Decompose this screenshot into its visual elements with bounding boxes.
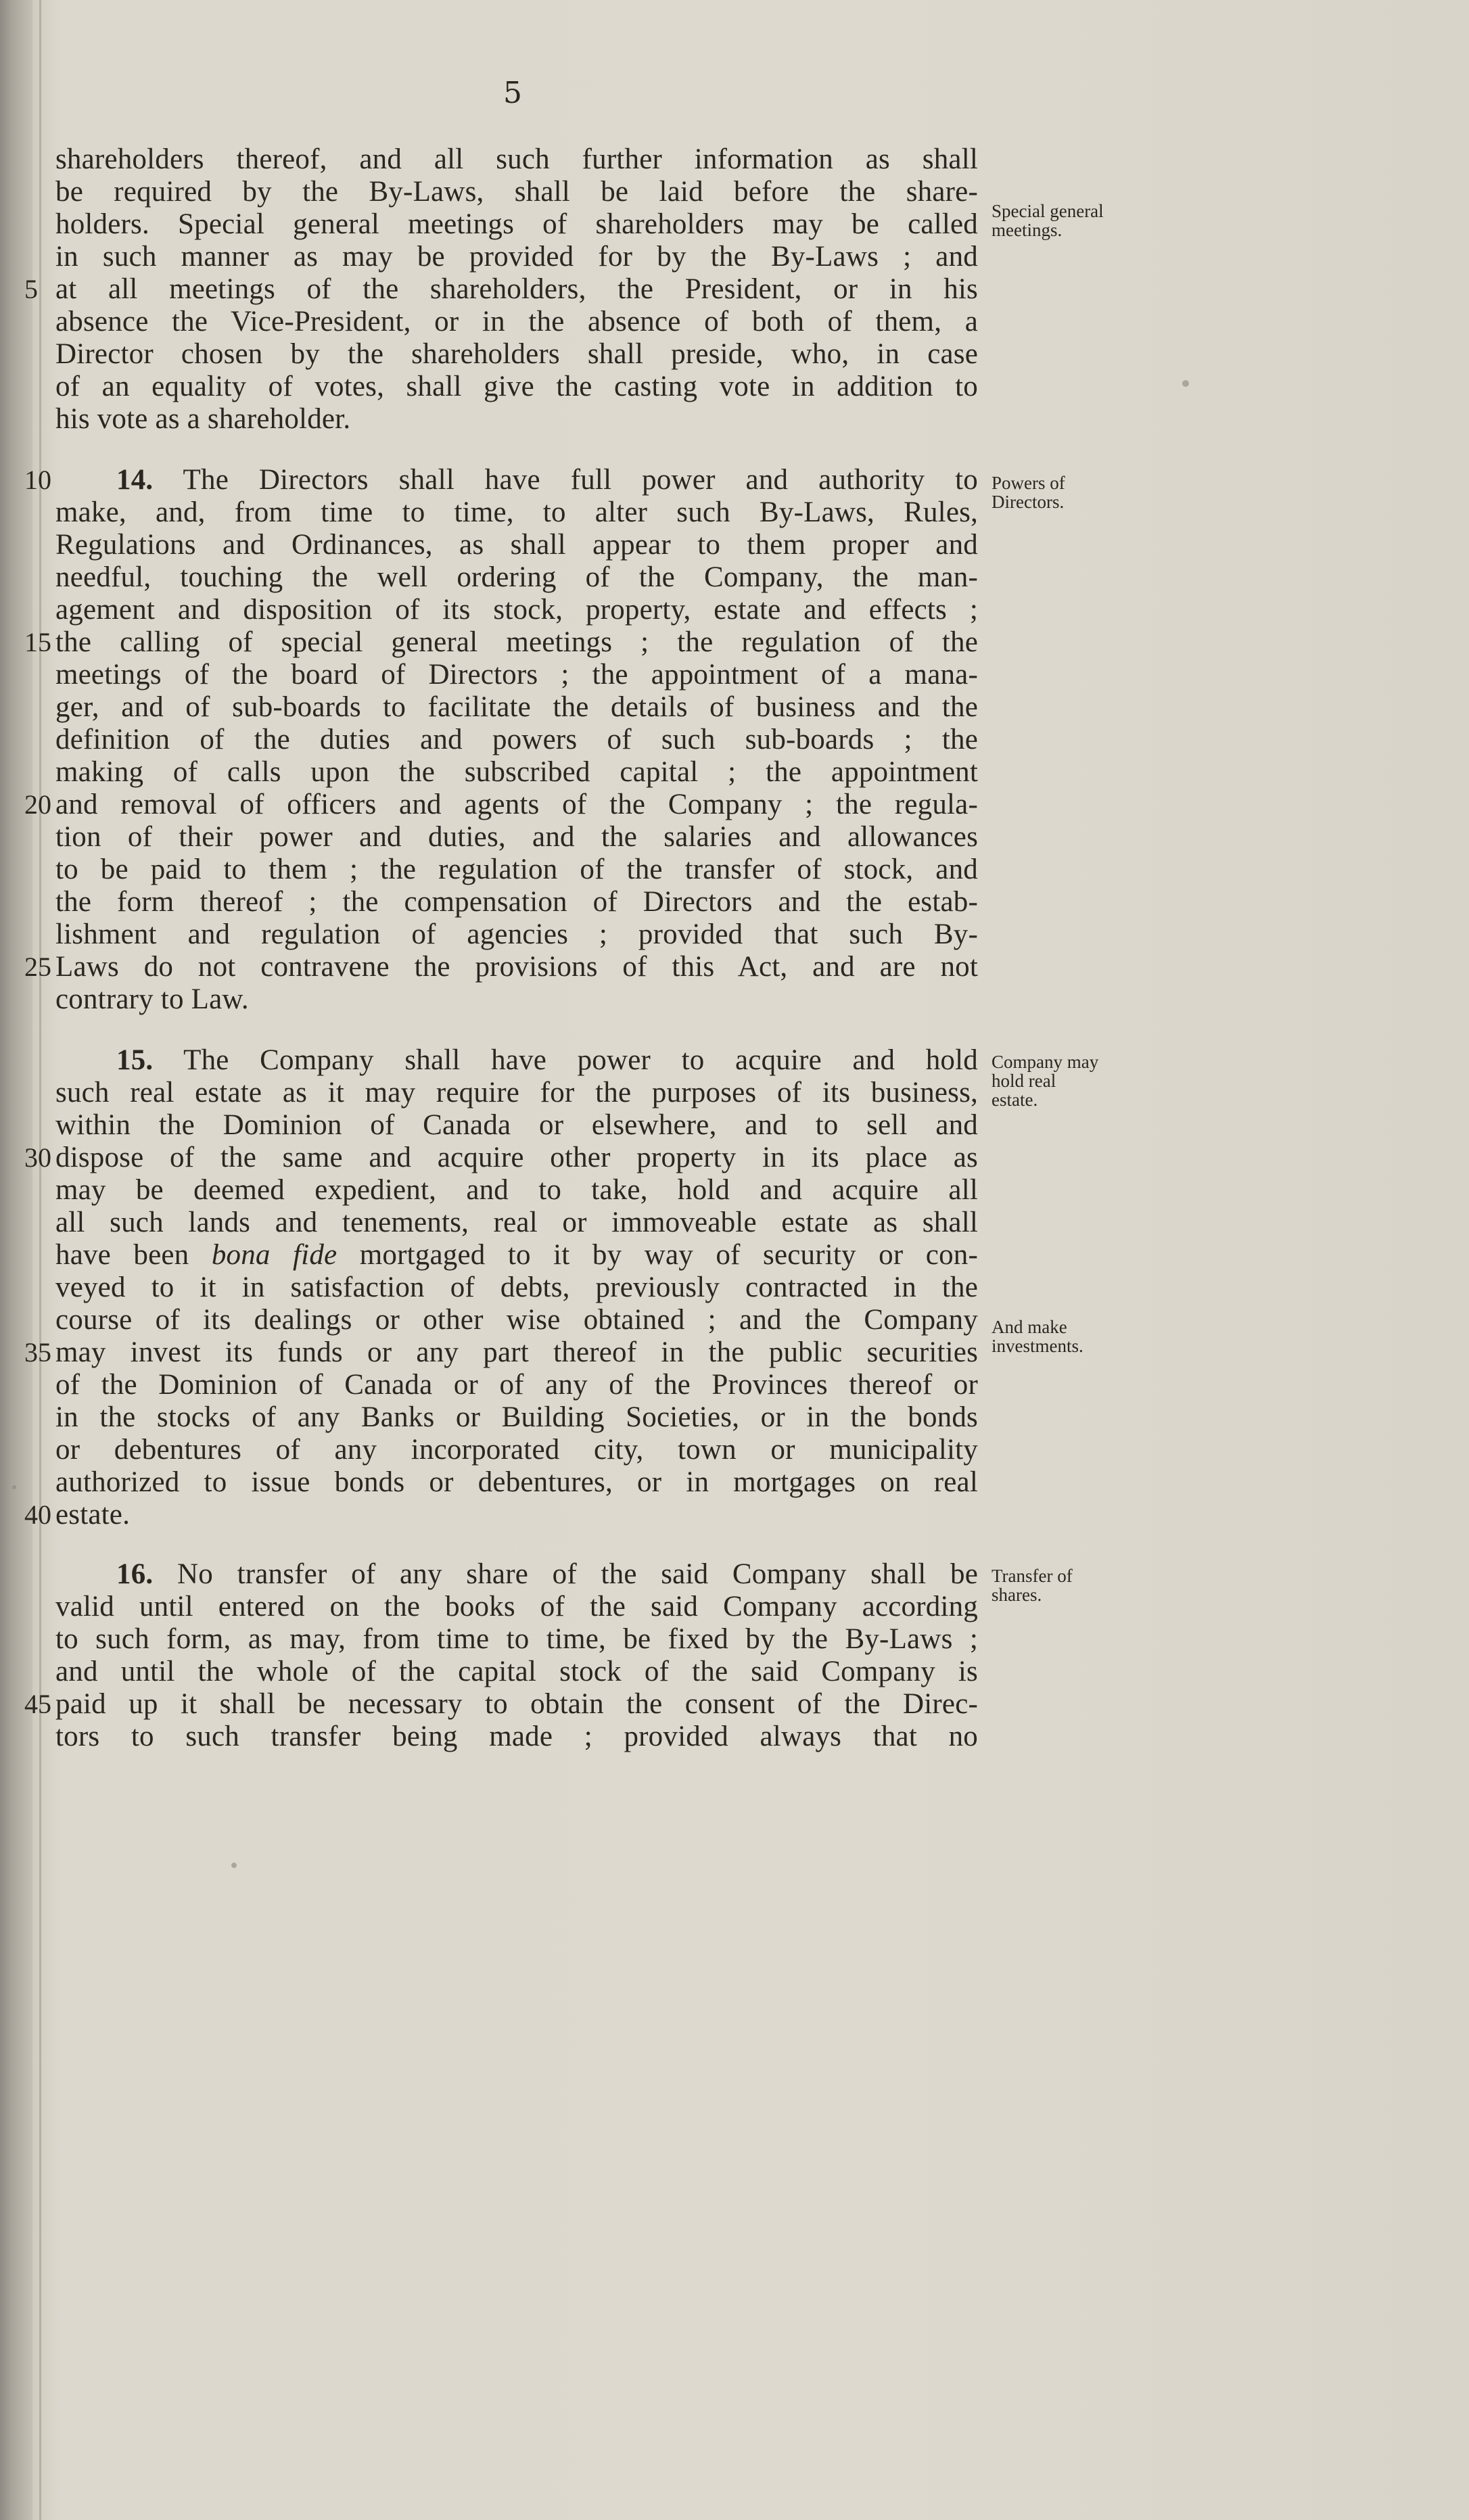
text-line: Laws do not contravene the provisions of this Act, and are not	[55, 951, 978, 983]
line-number: 20	[24, 789, 51, 820]
text-line: Regulations and Ordinances, as shall appear to them proper and	[55, 529, 978, 561]
text-line: meetings of the board of Directors ; the appointment of a mana-	[55, 659, 978, 691]
margin-note-line: Transfer of	[992, 1566, 1073, 1586]
margin-note-line: shares.	[992, 1585, 1042, 1605]
text-line: tion of their power and duties, and the salaries and allowances	[55, 821, 978, 853]
text-line: shareholders thereof, and all such further information as shall	[55, 143, 978, 175]
margin-note-company-may-hold-real-estate	[992, 1052, 1154, 1109]
text-line: ger, and of sub-boards to facilitate the details of business and the	[55, 691, 978, 723]
line-number: 25	[24, 952, 51, 982]
line-number: 10	[24, 465, 51, 495]
text-fragment: have been	[55, 1239, 189, 1271]
line-number: 40	[24, 1499, 51, 1530]
text-line: all such lands and tenements, real or immoveable estate as shall	[55, 1207, 978, 1238]
text-line: the calling of special general meetings ; the regulation of the	[55, 626, 978, 658]
section-14-first-line	[116, 464, 978, 496]
text-line: holders. Special general meetings of shareholders may be called	[55, 208, 978, 240]
line-number: 15	[24, 627, 51, 657]
margin-note-line: hold real	[992, 1071, 1056, 1091]
text-line: tors to such transfer being made ; provided always that no	[55, 1721, 978, 1752]
line-number: 45	[24, 1689, 51, 1719]
text-line: making of calls upon the subscribed capital ; the appointment	[55, 756, 978, 788]
paper-speck	[231, 1863, 237, 1868]
text-line: dispose of the same and acquire other property in its place as	[55, 1142, 978, 1173]
margin-note-line: estate.	[992, 1090, 1038, 1110]
text-line: definition of the duties and powers of such sub-boards ; the	[55, 724, 978, 755]
text-line: contrary to Law.	[55, 983, 249, 1015]
text-line: within the Dominion of Canada or elsewhere, and to sell and	[55, 1109, 978, 1141]
text-line: No transfer of any share of the said Company shall be	[177, 1558, 978, 1590]
binding-gutter	[0, 0, 32, 2520]
line-number: 35	[24, 1337, 51, 1368]
margin-note-line: investments.	[992, 1336, 1083, 1356]
gutter-rule	[39, 0, 41, 2520]
text-line: of an equality of votes, shall give the casting vote in addition to	[55, 371, 978, 402]
text-line: and until the whole of the capital stock of the said Company is	[55, 1656, 978, 1687]
margin-note-line: Special general	[992, 201, 1104, 221]
text-line: of the Dominion of Canada or of any of the Provinces thereof or	[55, 1369, 978, 1401]
line-number: 30	[24, 1142, 51, 1173]
text-line: The Company shall have power to acquire and hold	[183, 1044, 978, 1076]
italic-phrase: bona fide	[211, 1239, 337, 1271]
text-line: valid until entered on the books of the said Company according	[55, 1591, 978, 1623]
text-line: or debentures of any incorporated city, town or municipality	[55, 1434, 978, 1466]
text-line: course of its dealings or other wise obtained ; and the Company	[55, 1304, 978, 1336]
text-line: in such manner as may be provided for by the By-Laws ; and	[55, 241, 978, 273]
text-line: veyed to it in satisfaction of debts, previously contracted in the	[55, 1271, 978, 1303]
margin-note-transfer-of-shares	[992, 1566, 1154, 1604]
text-line: make, and, from time to time, to alter such By-Laws, Rules,	[55, 496, 978, 528]
margin-note-line: Directors.	[992, 492, 1065, 512]
paper-speck	[1182, 380, 1189, 387]
text-line: be required by the By-Laws, shall be laid before the share-	[55, 176, 978, 208]
text-line: agement and disposition of its stock, property, estate and effects ;	[55, 594, 978, 626]
text-line: to be paid to them ; the regulation of the transfer of stock, and	[55, 854, 978, 885]
margin-note-line: meetings.	[992, 220, 1063, 240]
text-line: may invest its funds or any part thereof in the public securities	[55, 1336, 978, 1368]
text-line: to such form, as may, from time to time, be fixed by the By-Laws ;	[55, 1623, 978, 1655]
line-number: 5	[24, 274, 38, 304]
margin-note-line: Company may	[992, 1052, 1099, 1072]
text-line: in the stocks of any Banks or Building Societies, or in the bonds	[55, 1401, 978, 1433]
text-line: may be deemed expedient, and to take, hold and acquire all	[55, 1174, 978, 1206]
margin-note-and-make-investments	[992, 1317, 1154, 1355]
margin-note-line: And make	[992, 1317, 1067, 1337]
text-line: and removal of officers and agents of the Company ; the regula-	[55, 789, 978, 820]
text-line: the form thereof ; the compensation of Directors and the estab-	[55, 886, 978, 918]
text-line-bona-fide	[55, 1239, 978, 1271]
text-line: lishment and regulation of agencies ; provided that such By-	[55, 918, 978, 950]
section-number: 16.	[116, 1558, 154, 1590]
section-15-first-line	[116, 1044, 978, 1077]
text-line: authorized to issue bonds or debentures, or in mortgages on real	[55, 1466, 978, 1498]
text-line: estate.	[55, 1499, 131, 1531]
section-number: 14.	[116, 464, 154, 496]
text-line: absence the Vice-President, or in the absence of both of them, a	[55, 306, 978, 337]
text-line: his vote as a shareholder.	[55, 403, 351, 435]
page-number: 5	[503, 76, 522, 110]
text-fragment: mortgaged to it by way of security or con-	[359, 1239, 978, 1271]
margin-note-special-general-meetings	[992, 202, 1154, 239]
paper-speck	[12, 1485, 16, 1489]
margin-note-powers-of-directors	[992, 473, 1154, 511]
text-line: paid up it shall be necessary to obtain the consent of the Direc-	[55, 1688, 978, 1720]
section-number: 15.	[116, 1044, 154, 1076]
text-line: at all meetings of the shareholders, the President, or in his	[55, 273, 978, 305]
text-line: such real estate as it may require for the purposes of its business,	[55, 1077, 978, 1109]
section-16-first-line	[116, 1558, 978, 1591]
text-line: Director chosen by the shareholders shall preside, who, in case	[55, 338, 978, 370]
text-line: needful, touching the well ordering of the Company, the man-	[55, 561, 978, 593]
text-line: The Directors shall have full power and authority to	[183, 464, 978, 496]
margin-note-line: Powers of	[992, 473, 1065, 493]
